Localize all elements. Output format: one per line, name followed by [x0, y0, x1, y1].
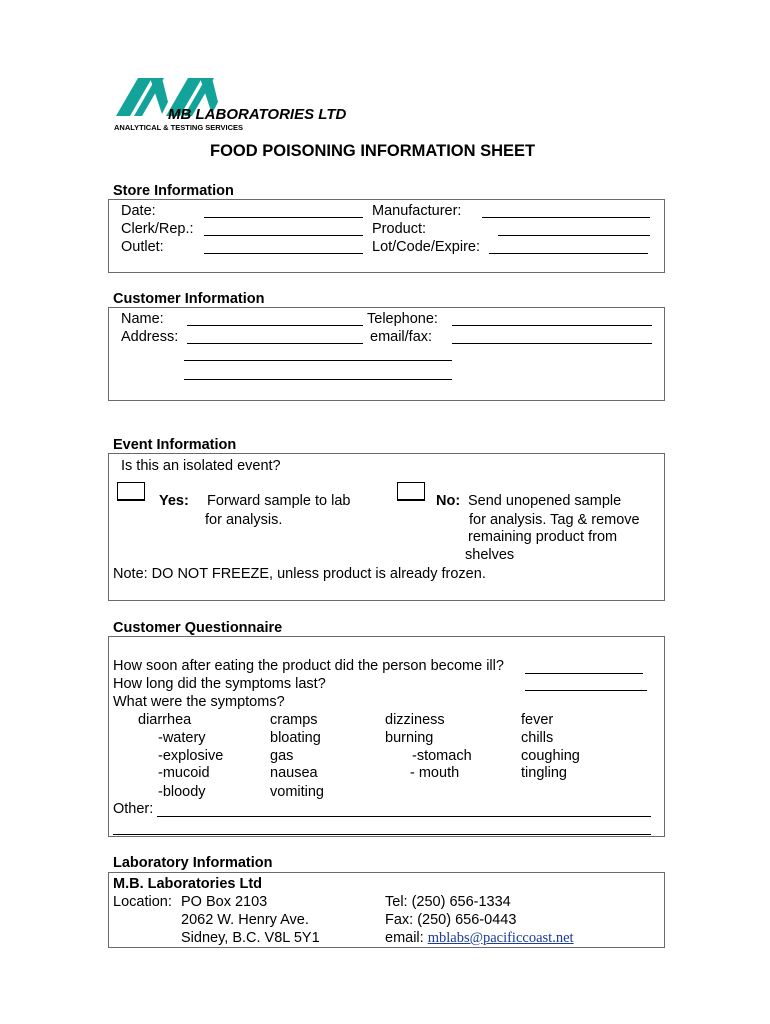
symptom-item: tingling: [521, 765, 567, 781]
name-label: Name:: [121, 311, 164, 327]
customer-heading: Customer Information: [113, 291, 265, 307]
lab-heading: Laboratory Information: [113, 855, 273, 871]
address-label: Address:: [121, 329, 179, 345]
manufacturer-field[interactable]: [482, 217, 650, 218]
symptom-item: -explosive: [158, 748, 224, 764]
question-onset: How soon after eating the product did the person become ill?: [113, 658, 504, 674]
lab-email-link[interactable]: mblabs@pacificcoast.net: [427, 930, 574, 946]
symptom-item: dizziness: [385, 712, 445, 728]
address-field-2[interactable]: [184, 360, 452, 361]
symptom-item: -watery: [158, 730, 206, 746]
address-field[interactable]: [187, 343, 363, 344]
no-text-1: Send unopened sample: [468, 493, 622, 509]
symptom-item: cramps: [270, 712, 318, 728]
symptom-item: vomiting: [270, 784, 324, 800]
no-text-3: remaining product from: [468, 529, 618, 545]
page-title: FOOD POISONING INFORMATION SHEET: [210, 142, 536, 160]
email-label: email/fax:: [370, 329, 433, 345]
outlet-label: Outlet:: [121, 239, 164, 255]
lab-address-2: 2062 W. Henry Ave.: [181, 912, 309, 928]
no-checkbox[interactable]: [397, 482, 425, 501]
address-field-3[interactable]: [184, 379, 452, 380]
other-field-2[interactable]: [113, 834, 651, 835]
telephone-label: Telephone:: [367, 311, 438, 327]
outlet-field[interactable]: [204, 253, 363, 254]
lot-field[interactable]: [489, 253, 648, 254]
store-heading: Store Information: [113, 183, 234, 199]
symptom-item: gas: [270, 748, 294, 764]
symptom-item: fever: [521, 712, 554, 728]
date-label: Date:: [121, 203, 156, 219]
lab-fax: Fax: (250) 656-0443: [385, 912, 517, 928]
other-label: Other:: [113, 801, 154, 817]
logo-company-name: MB LABORATORIES LTD: [168, 106, 347, 123]
question-duration: How long did the symptoms last?: [113, 676, 326, 692]
symptom-item: coughing: [521, 748, 580, 764]
lab-email-row: [385, 930, 574, 947]
no-text-4: shelves: [465, 547, 515, 563]
yes-label: Yes:: [159, 493, 189, 509]
symptom-item: chills: [521, 730, 554, 746]
duration-field[interactable]: [525, 690, 647, 691]
date-field[interactable]: [204, 217, 363, 218]
other-field[interactable]: [157, 816, 651, 817]
manufacturer-label: Manufacturer:: [372, 203, 462, 219]
yes-checkbox[interactable]: [117, 482, 145, 501]
questionnaire-heading: Customer Questionnaire: [113, 620, 283, 636]
clerk-field[interactable]: [204, 235, 363, 236]
symptom-item: - mouth: [410, 765, 460, 781]
symptom-item: nausea: [270, 765, 318, 781]
symptom-item: -bloody: [158, 784, 206, 800]
symptom-item: burning: [385, 730, 434, 746]
logo-tagline: ANALYTICAL & TESTING SERVICES: [114, 123, 244, 132]
isolated-question: Is this an isolated event?: [121, 458, 281, 474]
lab-telephone: Tel: (250) 656-1334: [385, 894, 511, 910]
lab-email-label: email:: [385, 930, 424, 946]
symptom-item: -stomach: [412, 748, 472, 764]
no-label: No:: [436, 493, 461, 509]
onset-field[interactable]: [525, 673, 643, 674]
yes-text-2: for analysis.: [205, 512, 283, 528]
company-logo: [114, 72, 384, 132]
name-field[interactable]: [187, 325, 363, 326]
lot-label: Lot/Code/Expire:: [372, 239, 481, 255]
lab-address-3: Sidney, B.C. V8L 5Y1: [181, 930, 320, 946]
event-heading: Event Information: [113, 437, 237, 453]
telephone-field[interactable]: [452, 325, 652, 326]
product-label: Product:: [372, 221, 426, 237]
symptom-item: bloating: [270, 730, 321, 746]
question-symptoms: What were the symptoms?: [113, 694, 285, 710]
lab-name: M.B. Laboratories Ltd: [113, 876, 263, 892]
location-label: Location:: [113, 894, 172, 910]
symptom-item: -mucoid: [158, 765, 210, 781]
lab-address-1: PO Box 2103: [181, 894, 268, 910]
symptom-item: diarrhea: [138, 712, 192, 728]
freeze-note: Note: DO NOT FREEZE, unless product is already frozen.: [113, 566, 486, 582]
email-field[interactable]: [452, 343, 652, 344]
product-field[interactable]: [498, 235, 650, 236]
yes-text-1: Forward sample to lab: [207, 493, 351, 509]
clerk-label: Clerk/Rep.:: [121, 221, 194, 237]
no-text-2: for analysis. Tag & remove: [469, 512, 640, 528]
